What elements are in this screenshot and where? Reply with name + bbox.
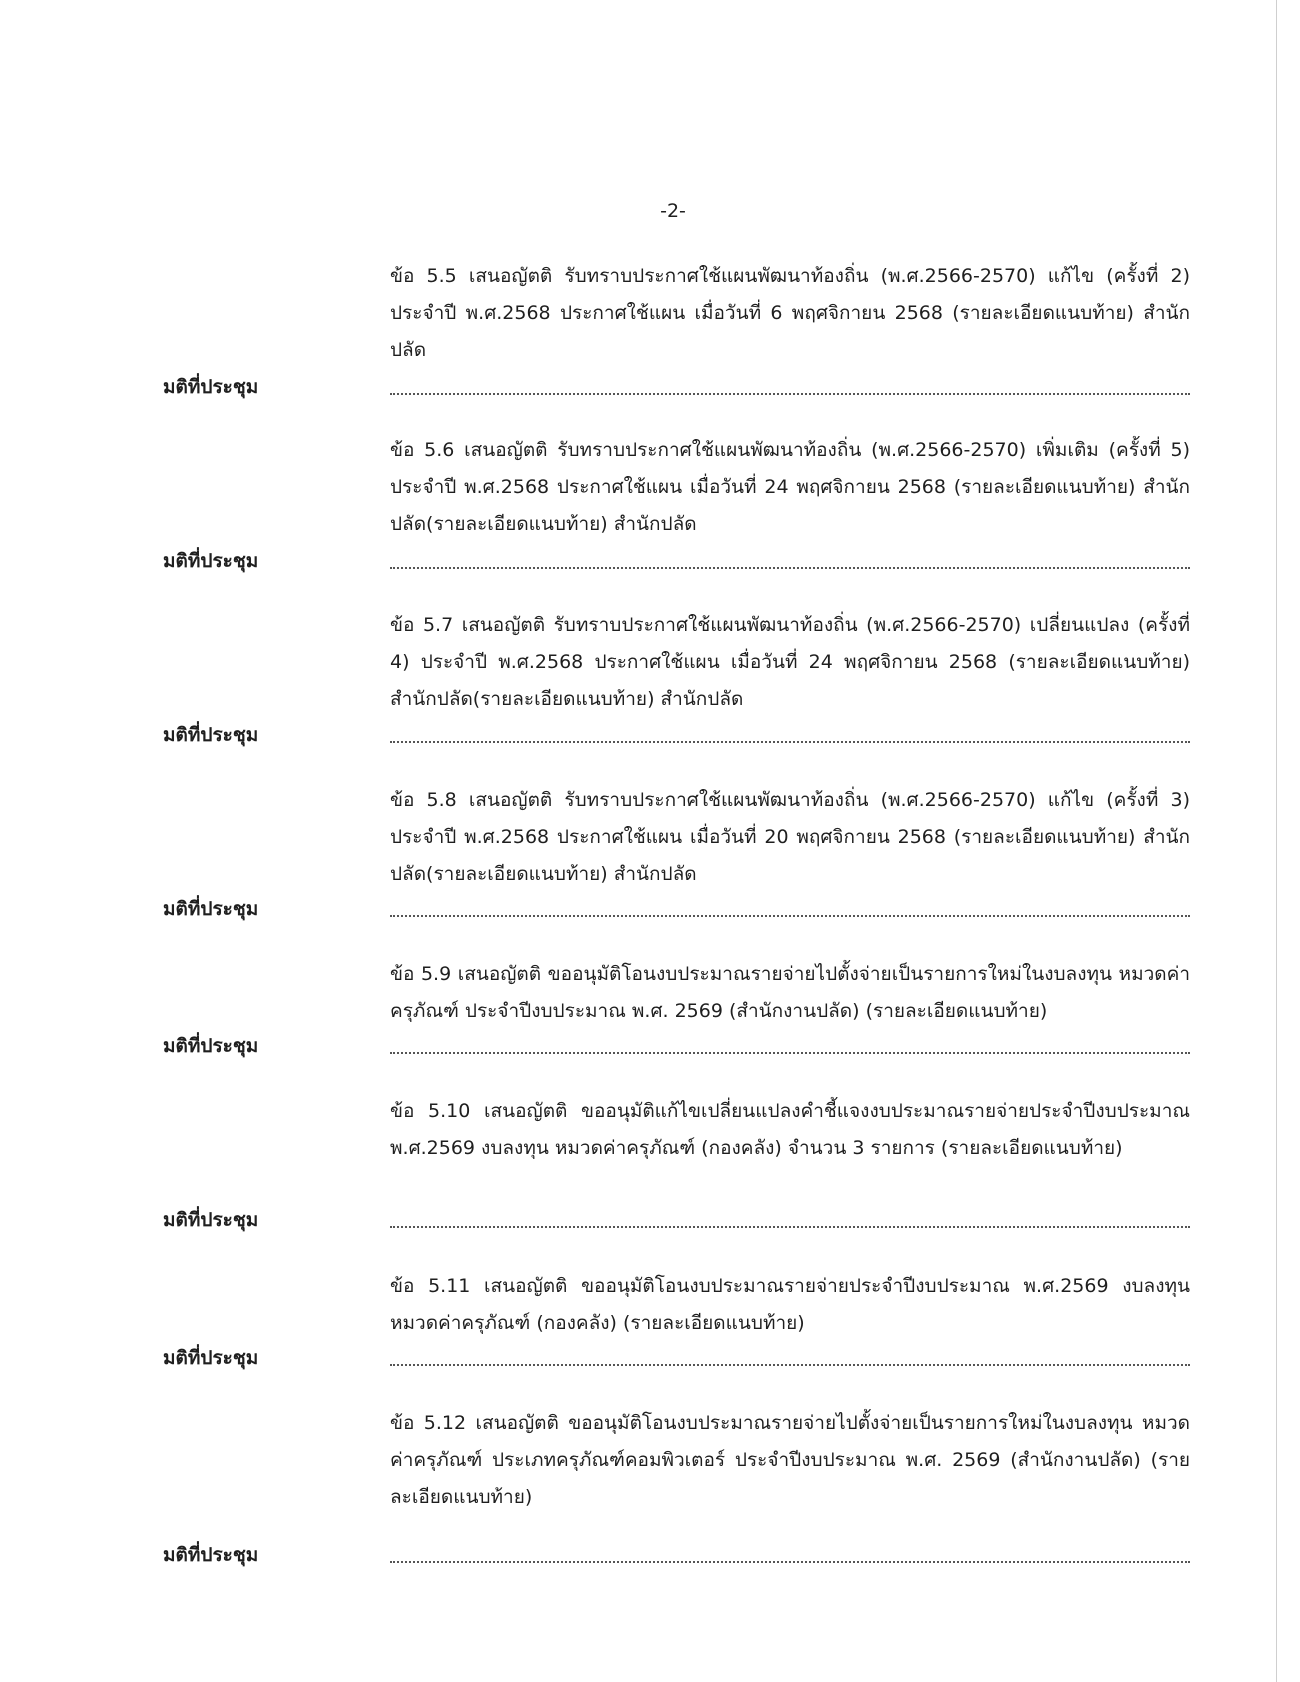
agenda-item-5-5: [390, 258, 1190, 369]
resolution-label: มติที่ประชุม: [163, 376, 259, 398]
resolution-blank-line: [390, 393, 1190, 395]
resolution-label: มติที่ประชุม: [163, 1035, 259, 1057]
agenda-item-text: ข้อ 5.9 เสนอญัตติ ขออนุมัติโอนงบประมาณรายจ่ายไปตั้งจ่ายเป็นรายการใหม่ในงบลงทุน หมวดค่าครุภัณฑ์ ประจำปีงบประมาณ พ.ศ. 2569 (สำนักงานปลัด) (รายละเอียดแนบท้าย): [390, 963, 1190, 1022]
agenda-item-text: ข้อ 5.7 เสนอญัตติ รับทราบประกาศใช้แผนพัฒนาท้องถิ่น (พ.ศ.2566-2570) เปลี่ยนแปลง (ครั้งที่ 4) ประจำปี พ.ศ.2568 ประกาศใช้แผน เมื่อวันที่ 24 พฤศจิกายน 2568 (รายละเอียดแนบท้าย) สำนักปลัด(รายละเอียดแนบท้าย) สำนักปลัด: [390, 614, 1190, 710]
resolution-blank-line: [390, 1364, 1190, 1366]
agenda-item-5-10: [390, 1093, 1190, 1167]
resolution-label: มติที่ประชุม: [163, 1347, 259, 1369]
agenda-item-5-6: [390, 432, 1190, 543]
agenda-item-5-9: [390, 956, 1190, 1030]
resolution-blank-line: [390, 741, 1190, 743]
agenda-item-text: ข้อ 5.12 เสนอญัตติ ขออนุมัติโอนงบประมาณรายจ่ายไปตั้งจ่ายเป็นรายการใหม่ในงบลงทุน หมวดค่าครุภัณฑ์ ประเภทครุภัณฑ์คอมพิวเตอร์ ประจำปีงบประมาณ พ.ศ. 2569 (สำนักงานปลัด) (รายละเอียดแนบท้าย): [390, 1412, 1190, 1508]
resolution-blank-line: [390, 1226, 1190, 1228]
agenda-item-5-11: [390, 1268, 1190, 1342]
agenda-item-5-8: [390, 782, 1190, 893]
resolution-label: มติที่ประชุม: [163, 724, 259, 746]
resolution-blank-line: [390, 1561, 1190, 1563]
resolution-label: มติที่ประชุม: [163, 898, 259, 920]
agenda-item-text: ข้อ 5.8 เสนอญัตติ รับทราบประกาศใช้แผนพัฒนาท้องถิ่น (พ.ศ.2566-2570) แก้ไข (ครั้งที่ 3) ประจำปี พ.ศ.2568 ประกาศใช้แผน เมื่อวันที่ 20 พฤศจิกายน 2568 (รายละเอียดแนบท้าย) สำนักปลัด(รายละเอียดแนบท้าย) สำนักปลัด: [390, 789, 1190, 885]
resolution-label: มติที่ประชุม: [163, 1209, 259, 1231]
resolution-blank-line: [390, 1052, 1190, 1054]
page-edge-line: [1276, 0, 1277, 1682]
agenda-item-text: ข้อ 5.11 เสนอญัตติ ขออนุมัติโอนงบประมาณรายจ่ายประจำปีงบประมาณ พ.ศ.2569 งบลงทุน หมวดค่าครุภัณฑ์ (กองคลัง) (รายละเอียดแนบท้าย): [390, 1275, 1190, 1334]
agenda-item-text: ข้อ 5.6 เสนอญัตติ รับทราบประกาศใช้แผนพัฒนาท้องถิ่น (พ.ศ.2566-2570) เพิ่มเติม (ครั้งที่ 5) ประจำปี พ.ศ.2568 ประกาศใช้แผน เมื่อวันที่ 24 พฤศจิกายน 2568 (รายละเอียดแนบท้าย) สำนักปลัด(รายละเอียดแนบท้าย) สำนักปลัด: [390, 439, 1190, 535]
agenda-item-5-7: [390, 607, 1190, 718]
resolution-label: มติที่ประชุม: [163, 1544, 259, 1566]
resolution-blank-line: [390, 567, 1190, 569]
agenda-item-5-12: [390, 1405, 1190, 1516]
page-number: -2-: [660, 200, 686, 222]
agenda-item-text: ข้อ 5.5 เสนอญัตติ รับทราบประกาศใช้แผนพัฒนาท้องถิ่น (พ.ศ.2566-2570) แก้ไข (ครั้งที่ 2) ประจำปี พ.ศ.2568 ประกาศใช้แผน เมื่อวันที่ 6 พฤศจิกายน 2568 (รายละเอียดแนบท้าย) สำนักปลัด: [390, 265, 1190, 361]
resolution-blank-line: [390, 915, 1190, 917]
agenda-item-text: ข้อ 5.10 เสนอญัตติ ขออนุมัติแก้ไขเปลี่ยนแปลงคำชี้แจงงบประมาณรายจ่ายประจำปีงบประมาณ พ.ศ.2569 งบลงทุน หมวดค่าครุภัณฑ์ (กองคลัง) จำนวน 3 รายการ (รายละเอียดแนบท้าย): [390, 1100, 1190, 1159]
resolution-label: มติที่ประชุม: [163, 550, 259, 572]
